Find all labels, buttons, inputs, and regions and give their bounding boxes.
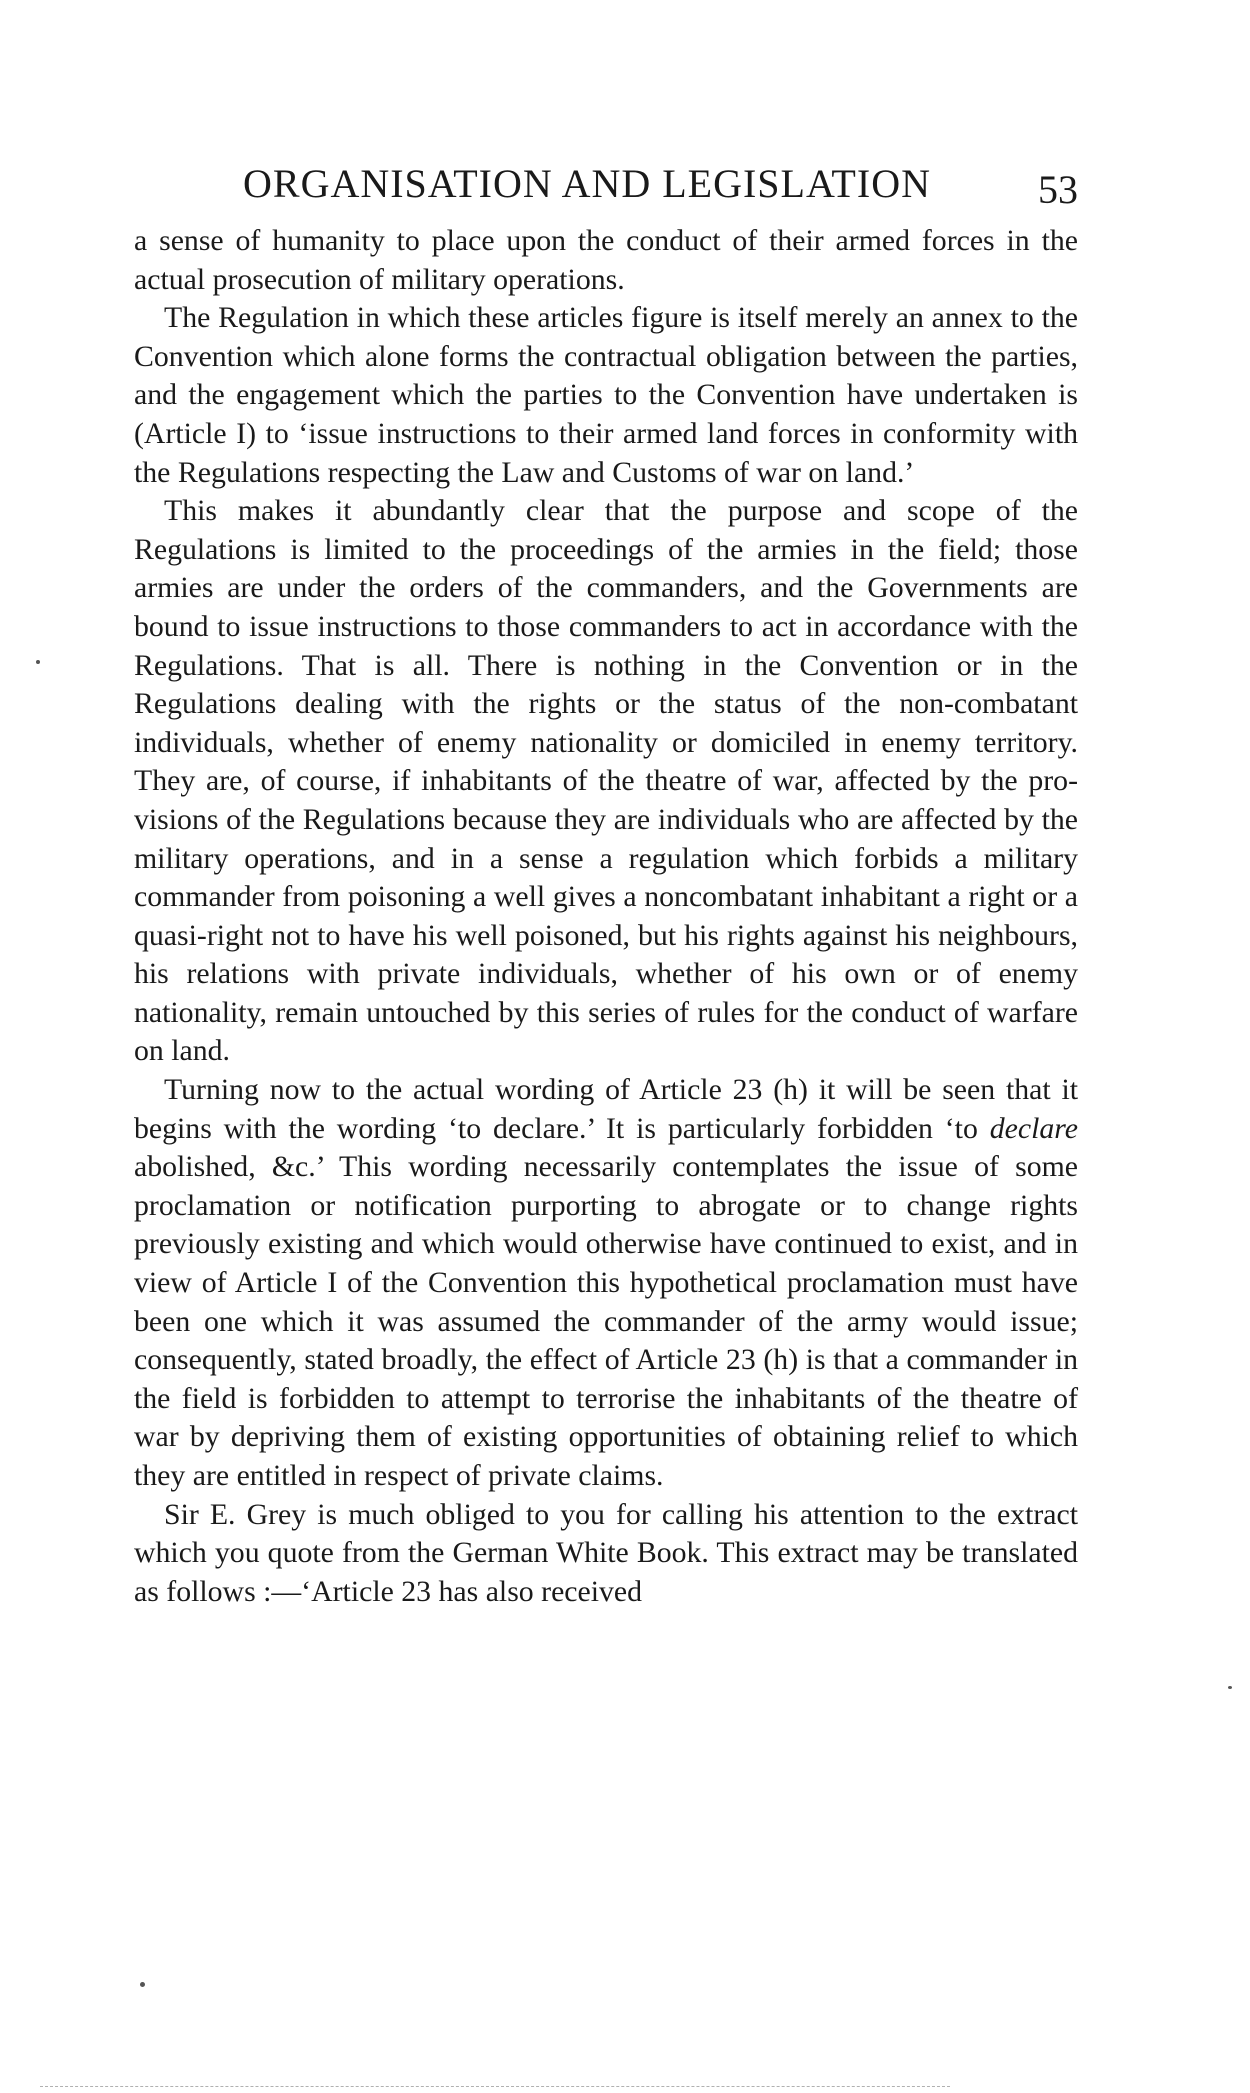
print-speck [36, 660, 40, 664]
paragraph-regulation-annex: The Regulation in which these articles figure is itself merely an annex to the Convention which alone forms the contractual obligation between the parties, and the engagement which the parties to the Convention have undertaken is (Article I) to ‘issue instructions to their armed land forces in conformity with the Regulations respecting the Law and Customs of war on land.’ [134, 301, 1078, 489]
paragraph-continued: a sense of humanity to place upon the conduct of their armed forces in the actual prosecution of military operations. [134, 224, 1078, 296]
paragraph-text-after: abolished, &c.’ This wording necessarily contemplates the issue of some proclamation or notification purporting to abrogate or to change rights previously existing and which would otherwise have continued to exist, and in view of Article I of the Convention this hypothetical proclamation must have been one which it was assumed the commander of the army would issue; consequently, stated broadly, the effect of Article 23 (h) is that a commander in the field is forbidden to attempt to terrorise the inhabitants of the theatre of war by depriving them of existing opportunities of obtaining relief to which they are entitled in respect of private claims. [134, 1150, 1078, 1492]
italic-emphasis: declare [989, 1111, 1078, 1145]
print-speck [140, 1982, 145, 1987]
page-edge-rule [40, 2086, 950, 2087]
paragraph-scope: This makes it abundantly clear that the purpose and scope of the Regulations is limited to the proceedings of the armies in the field; those armies are under the orders of the commanders, and the Governments are bound to issue instructions to those commanders to act in accordance with the Regulations. That is all. There is nothing in the Convention or in the Regulations dealing with the rights or the status of the non-combatant individuals, whether of enemy nationality or domiciled in enemy territory. They are, of course, if inhabitants of the theatre of war, affected by the provisions of the Regulations because they are individuals who are affected by the military operations, and in a sense a regulation which forbids a military commander from poisoning a well gives a noncombatant inhabitant a right or a quasi-right not to have his well poisoned, but his rights against his neighbours, his relations with private individuals, whether of his own or of enemy nationality, remain untouched by this series of rules for the conduct of warfare on land. [134, 494, 1078, 1068]
paragraph-text-before: Turning now to the actual wording of Article 23 (h) it will be seen that it begins with the wording ‘to declare.’ It is particularly forbidden ‘to [134, 1073, 1078, 1145]
body-text [134, 222, 1078, 1611]
paragraph-article-23h [134, 1071, 1078, 1496]
book-page [134, 160, 1078, 1611]
running-head [134, 160, 1078, 220]
print-speck [1228, 1686, 1232, 1689]
running-title: ORGANISATION AND LEGISLATION [243, 161, 931, 206]
page-number: 53 [1038, 167, 1078, 212]
paragraph-white-book: Sir E. Grey is much obliged to you for calling his attention to the extract which you quote from the German White Book. This extract may be translated as follows :—‘Article 23 has also received [134, 1497, 1078, 1608]
